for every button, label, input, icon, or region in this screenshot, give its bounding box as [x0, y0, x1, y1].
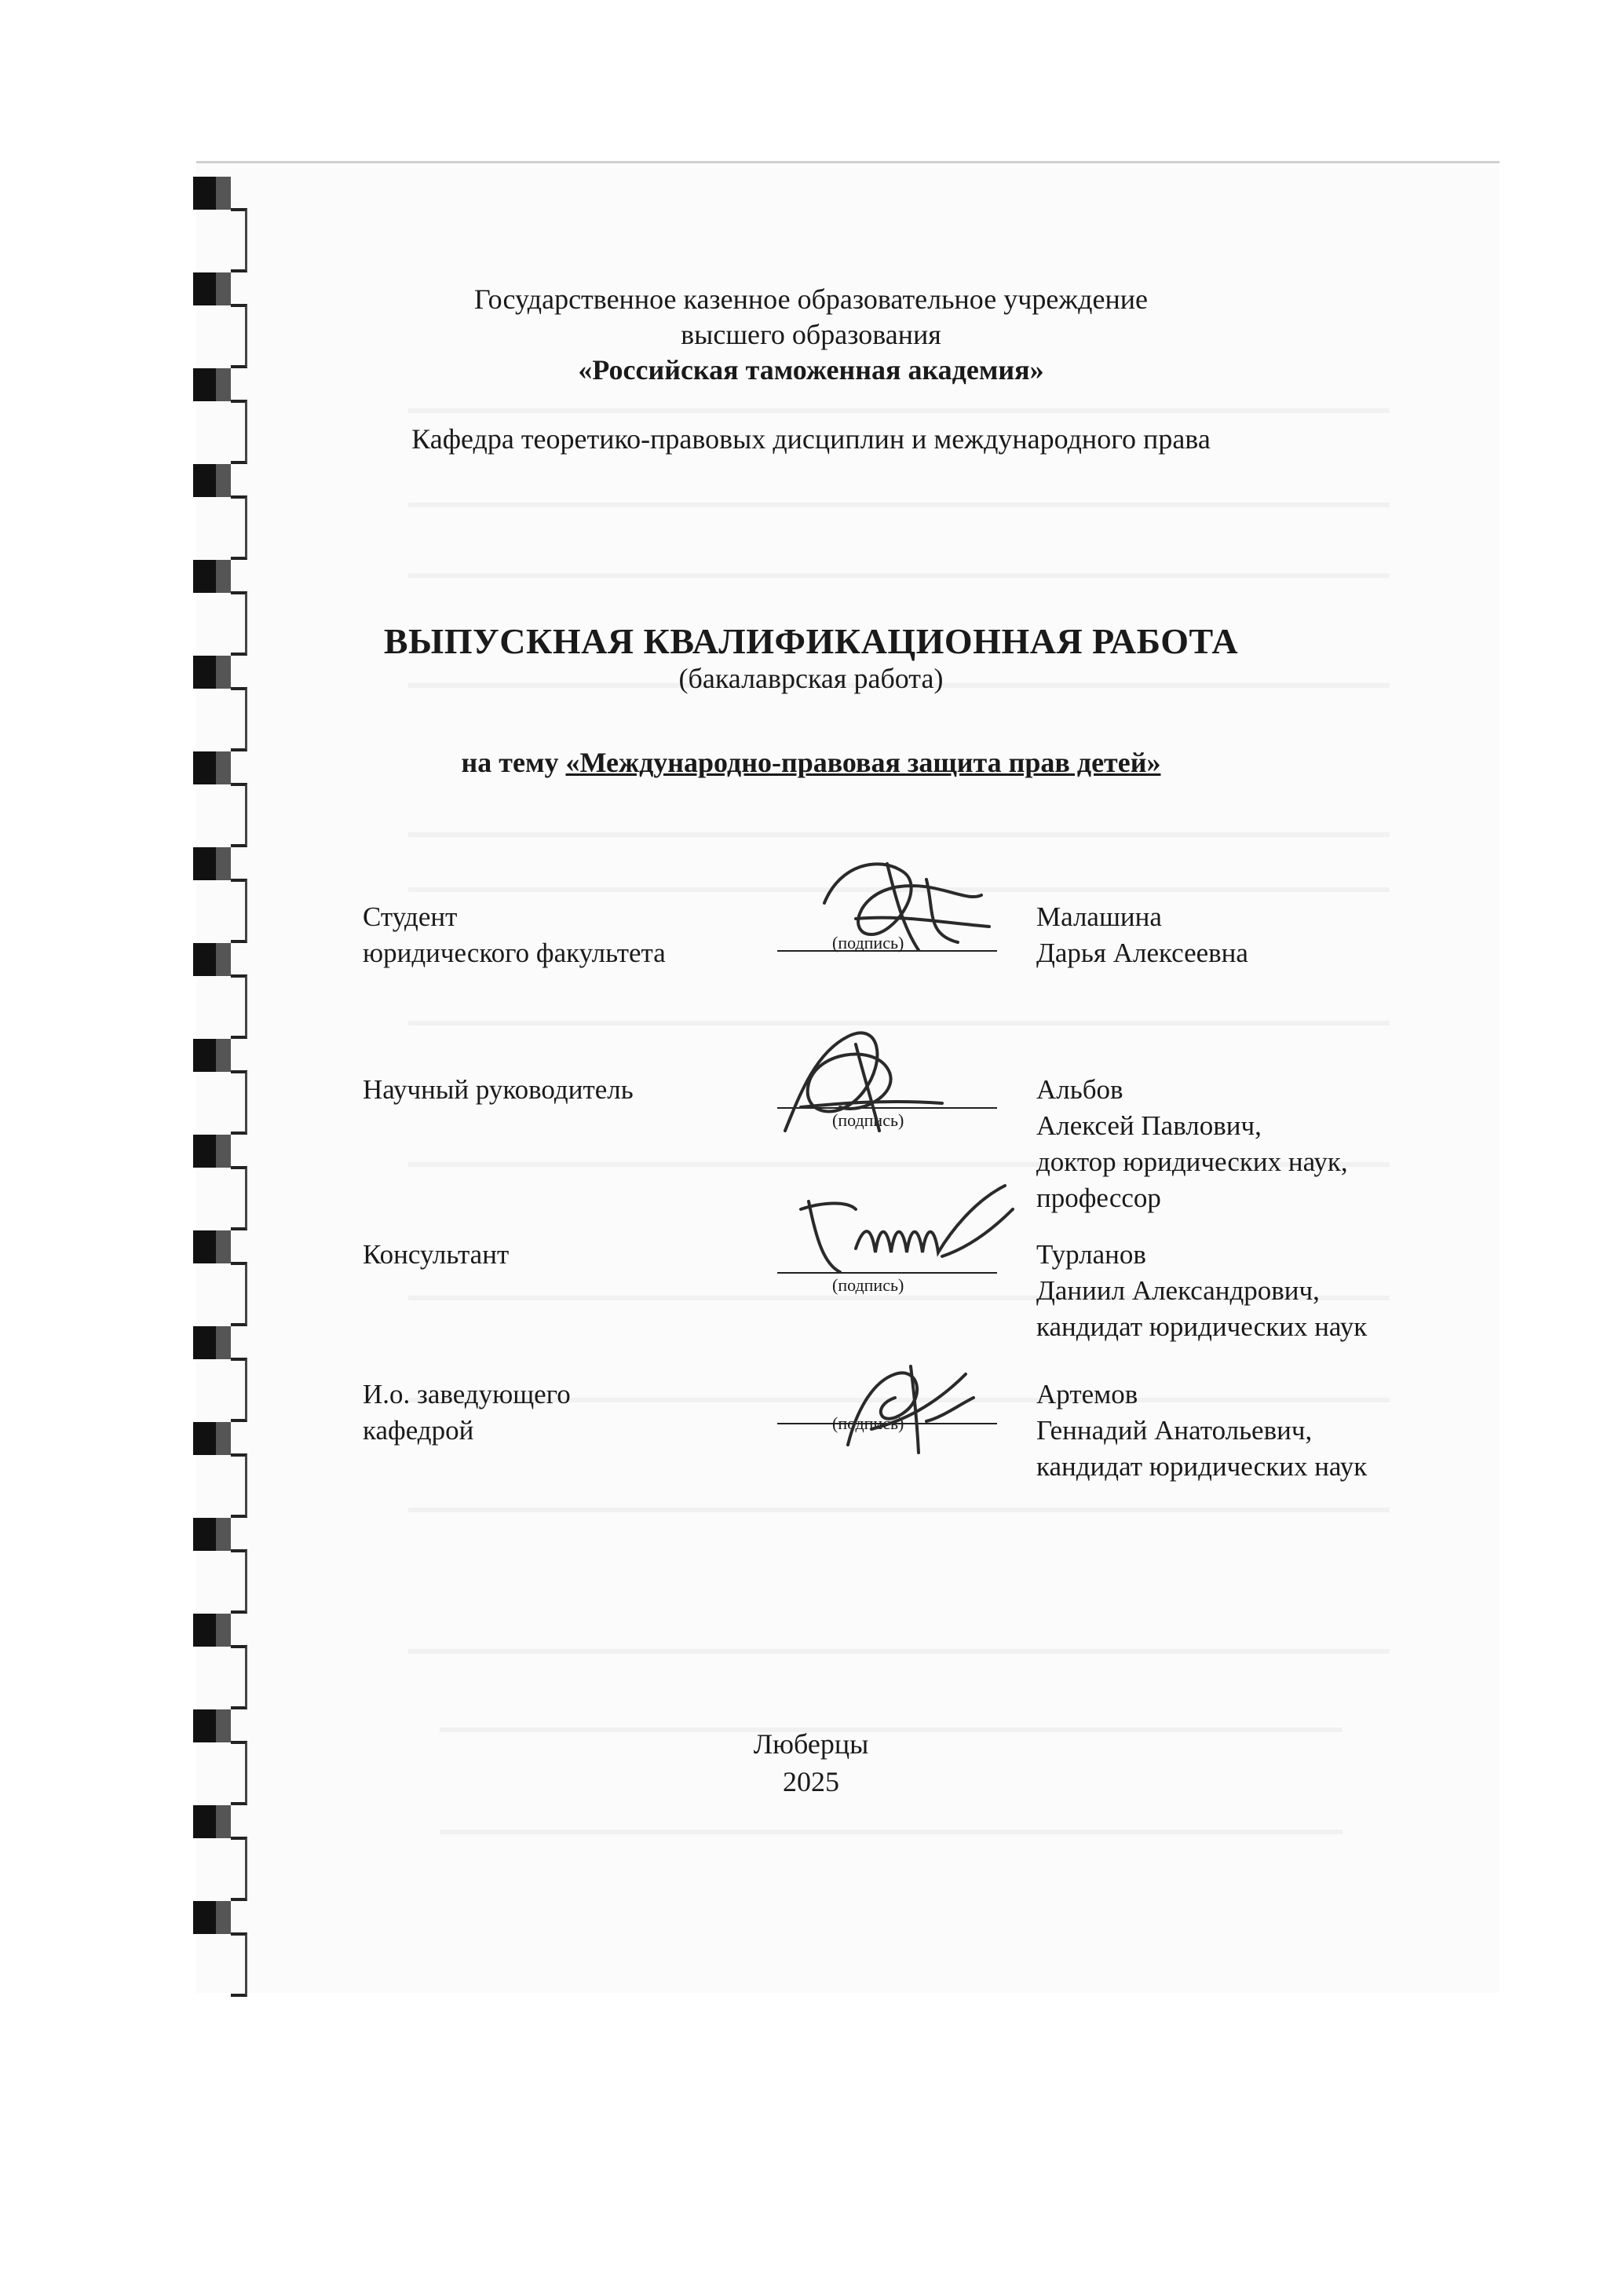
binding-ring [193, 1805, 231, 1838]
institution-line-1: Государственное казенное образовательное учреждение [474, 283, 1148, 315]
binding-ring [193, 464, 231, 497]
consultant-given-names: Даниил Александрович, [1036, 1275, 1320, 1306]
supervisor-signature-caption: (подпись) [832, 1110, 904, 1130]
binding-ring [193, 1230, 231, 1263]
binding-hole [231, 495, 247, 560]
binding-hole [231, 1166, 247, 1230]
binding-ring [193, 1614, 231, 1647]
binding-ring [193, 943, 231, 976]
student-surname: Малашина [1036, 901, 1162, 932]
student-name [1036, 899, 1248, 971]
binding-hole [231, 783, 247, 847]
supervisor-surname: Альбов [1036, 1074, 1123, 1105]
institution-line-2: высшего образования [681, 319, 941, 350]
consultant-role-line-1: Консультант [363, 1239, 510, 1270]
topic-prefix: на тему [461, 747, 566, 778]
binding-ring [193, 847, 231, 880]
binding-hole [231, 879, 247, 943]
student-signature [809, 848, 997, 966]
consultant-degree: кандидат юридических наук [1036, 1311, 1368, 1342]
city: Люберцы [753, 1728, 869, 1760]
binding-ring [193, 1039, 231, 1072]
binding-hole [231, 974, 247, 1039]
head-surname: Артемов [1036, 1379, 1138, 1409]
consultant-signature-caption: (подпись) [832, 1275, 904, 1295]
binding-hole [231, 1932, 247, 1997]
binding-ring [193, 1518, 231, 1551]
student-given-names: Дарья Алексеевна [1036, 938, 1248, 968]
supervisor-role-line-1: Научный руководитель [363, 1074, 634, 1105]
binding-hole [231, 1262, 247, 1326]
supervisor-signature [754, 1013, 958, 1146]
year: 2025 [783, 1766, 839, 1797]
binding-hole [231, 687, 247, 751]
supervisor-role [363, 1072, 634, 1108]
binding-ring [193, 560, 231, 593]
binding-hole [231, 1358, 247, 1422]
binding-ring [193, 1135, 231, 1168]
document-subtitle: (бакалаврская работа) [678, 663, 944, 694]
supervisor-degree: доктор юридических наук, [1036, 1146, 1348, 1177]
binding-hole [231, 1453, 247, 1518]
consultant-signature [793, 1178, 1021, 1296]
binding-hole [231, 1070, 247, 1135]
consultant-surname: Турланов [1036, 1239, 1146, 1270]
binding-ring [193, 1326, 231, 1359]
binding-ring [193, 1422, 231, 1455]
supervisor-name [1036, 1072, 1348, 1216]
student-role-line-2: юридического факультета [363, 938, 666, 968]
department-name: Кафедра теоретико-правовых дисциплин и международного права [411, 423, 1211, 455]
topic-line [0, 746, 1622, 779]
head-role-line-2: кафедрой [363, 1415, 474, 1446]
topic-title: «Международно-правовая защита прав детей» [565, 747, 1161, 778]
binding-hole [231, 1549, 247, 1614]
institution-name: «Российская таможенная академия» [578, 354, 1044, 386]
head-role-line-1: И.о. заведующего [363, 1379, 571, 1409]
consultant-role [363, 1237, 509, 1273]
head-degree: кандидат юридических наук [1036, 1451, 1368, 1482]
binding-hole [231, 208, 247, 272]
binding-ring [193, 177, 231, 210]
student-signature-caption: (подпись) [832, 933, 904, 952]
student-role-line-1: Студент [363, 901, 458, 932]
binding-ring [193, 1901, 231, 1934]
consultant-name [1036, 1237, 1367, 1345]
head-signature [824, 1351, 981, 1461]
supervisor-given-names: Алексей Павлович, [1036, 1110, 1262, 1141]
head-role [363, 1377, 571, 1449]
student-role [363, 899, 666, 971]
head-name [1036, 1377, 1367, 1485]
supervisor-title: профессор [1036, 1183, 1161, 1213]
head-given-names: Геннадий Анатольевич, [1036, 1415, 1313, 1446]
binding-hole [231, 1837, 247, 1901]
binding-hole [231, 1645, 247, 1709]
document-title: ВЫПУСКНАЯ КВАЛИФИКАЦИОННАЯ РАБОТА [383, 621, 1239, 661]
head-signature-caption: (подпись) [832, 1413, 904, 1433]
